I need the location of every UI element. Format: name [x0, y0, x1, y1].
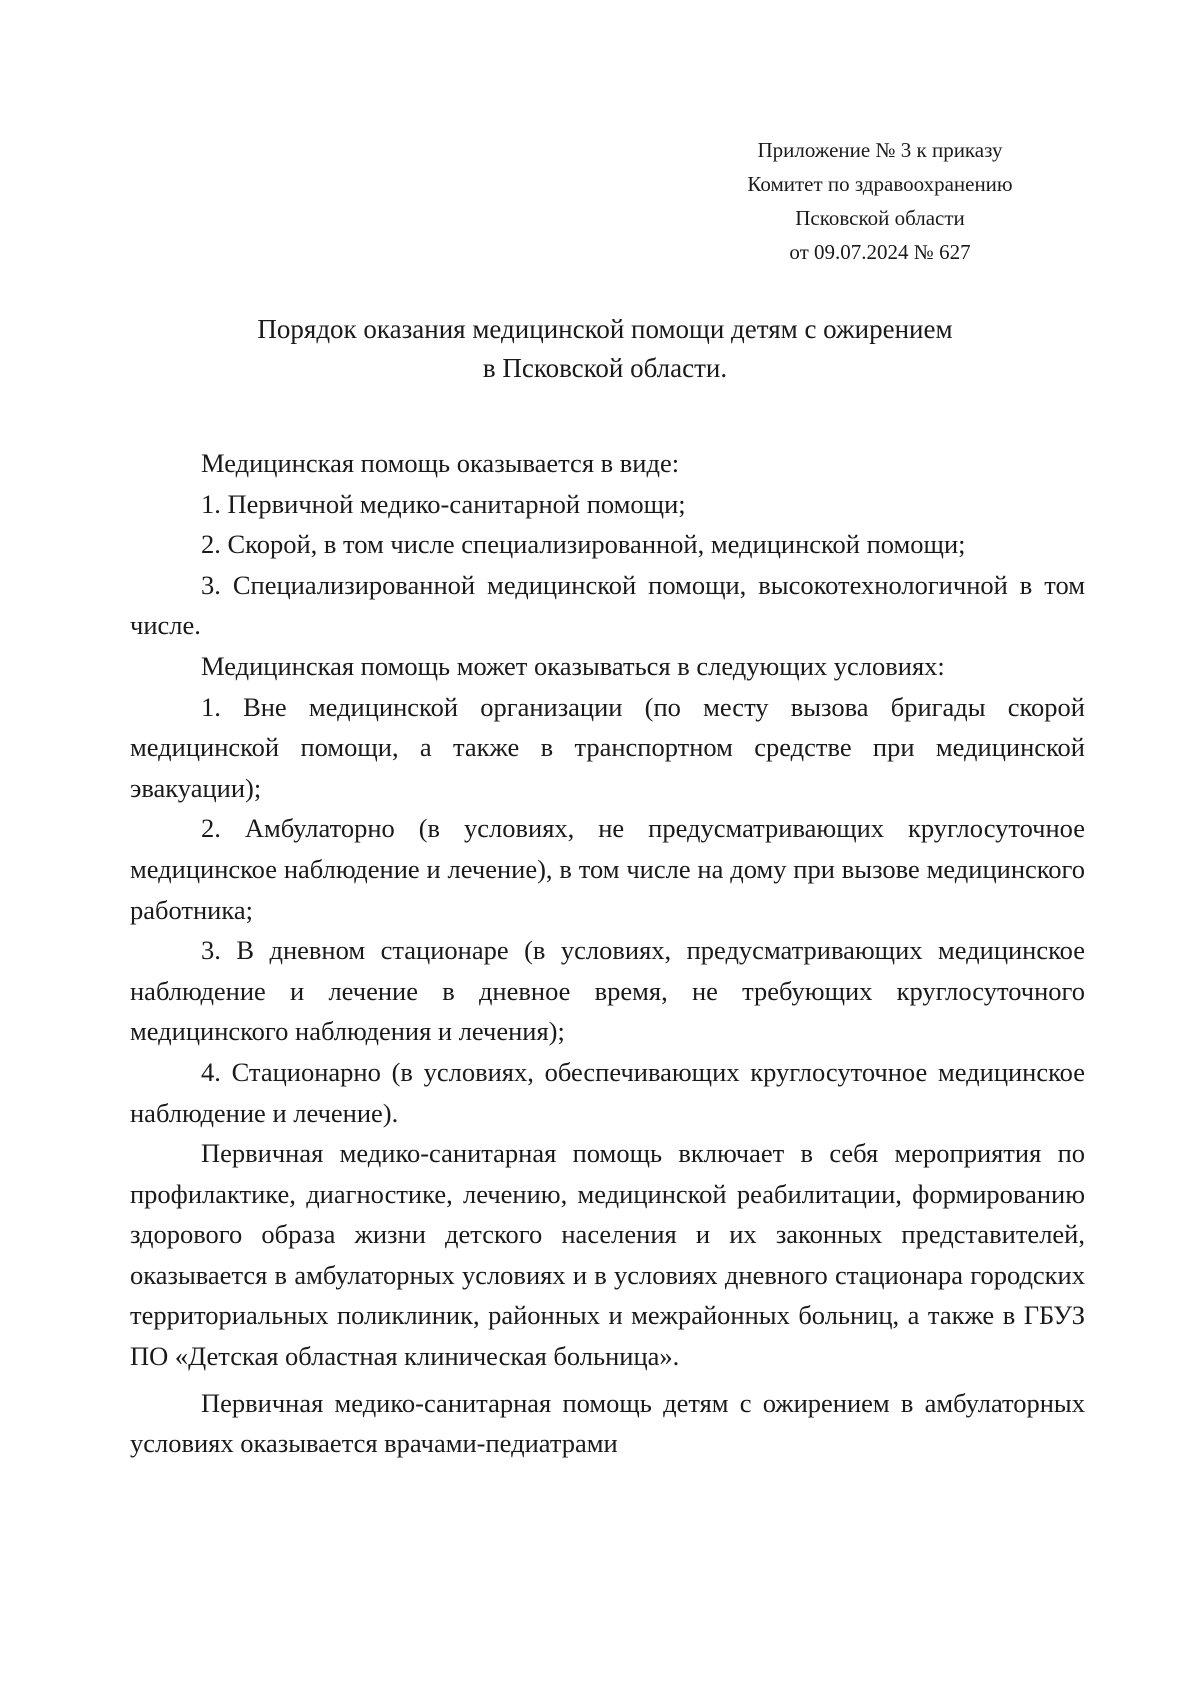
paragraph-intro-types: Медицинская помощь оказывается в виде:: [201, 448, 680, 478]
title-line-2: в Псковской области.: [482, 353, 728, 383]
paragraph-primary-care-obesity: Первичная медико-санитарная помощь детям с ожирением в амбулаторных условиях оказывается врачами-педиатрами: [130, 1387, 1085, 1459]
document-body: [130, 443, 1085, 1464]
paragraph-type-2: 2. Скорой, в том числе специализированной, медицинской помощи;: [201, 529, 966, 560]
paragraph-condition-1: 1. Вне медицинской организации (по месту вызова бригады скорой медицинской помощи, а также в транспортном средстве при медицинской эвакуации);: [130, 691, 1085, 803]
header-line-appendix: Приложение № 3 к приказу: [757, 138, 1003, 162]
header-line-committee: Комитет по здравоохранению: [747, 172, 1013, 196]
paragraph-condition-4: 4. Стационарно (в условиях, обеспечивающих круглосуточное медицинское наблюдение и лечение).: [130, 1056, 1085, 1128]
paragraph-type-1: 1. Первичной медико-санитарной помощи;: [201, 488, 686, 519]
title-line-1: Порядок оказания медицинской помощи детям с ожирением: [257, 314, 953, 344]
paragraph-primary-care: Первичная медико-санитарная помощь включает в себя мероприятия по профилактике, диагностике, лечению, медицинской реабилитации, формированию здорового образа жизни детского населения и их законных представителей, оказывается в амбулаторных условиях и в условиях дневного стационара городских территориальных поликлиник, районных и межрайонных больниц, а также в ГБУЗ ПО «Детская областная клиническая больница».: [130, 1138, 1085, 1372]
paragraph-intro-conditions: Медицинская помощь может оказываться в следующих условиях:: [201, 650, 945, 681]
paragraph-condition-2: 2. Амбулаторно (в условиях, не предусматривающих круглосуточное медицинское наблюдение и лечение), в том числе на дому при вызове медицинского работника;: [130, 813, 1085, 925]
approval-header: [700, 133, 1060, 269]
header-line-region: Псковской области: [795, 206, 965, 230]
document-title: [130, 310, 1080, 388]
paragraph-condition-3: 3. В дневном стационаре (в условиях, предусматривающих медицинское наблюдение и лечение в дневное время, не требующих круглосуточного медицинского наблюдения и лечения);: [130, 935, 1085, 1047]
paragraph-type-3: 3. Специализированной медицинской помощи, высокотехнологичной в том числе.: [130, 569, 1085, 641]
header-line-order-number: от 09.07.2024 № 627: [789, 240, 971, 264]
